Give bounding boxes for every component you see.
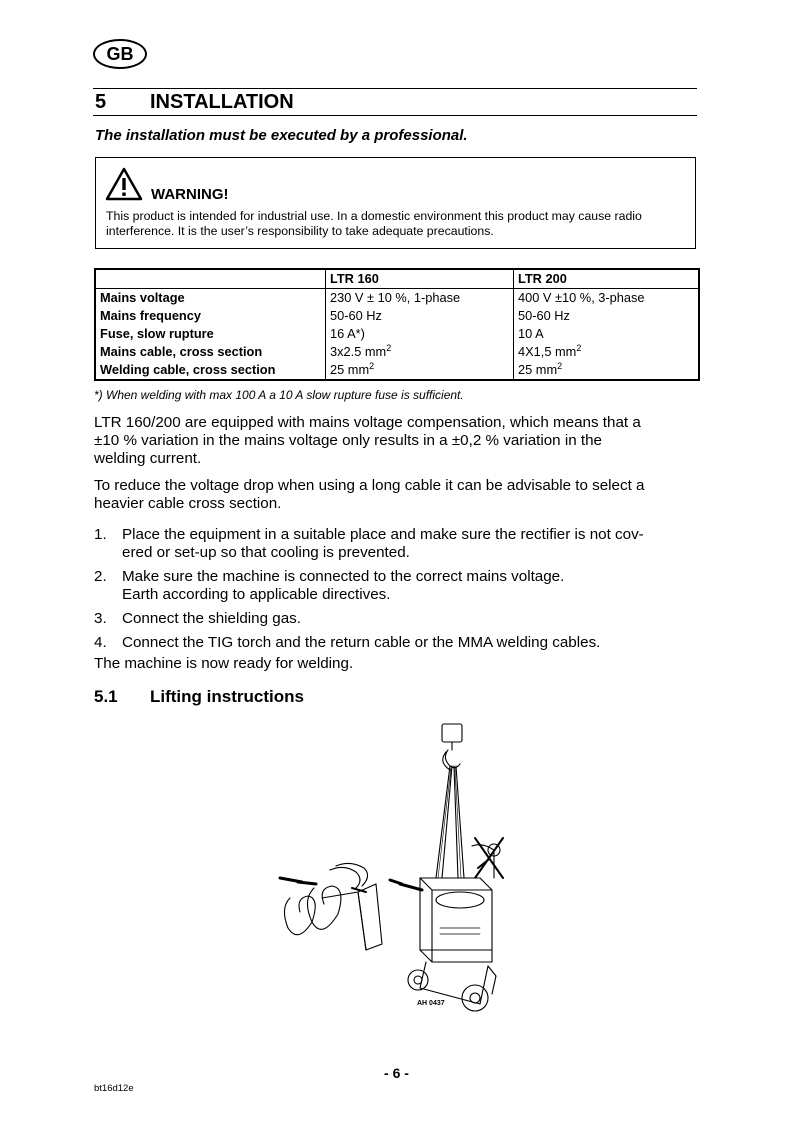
value-text: 4X1,5 mm xyxy=(518,344,577,359)
section-rule-bottom xyxy=(93,115,697,116)
subsection-title: Lifting instructions xyxy=(150,687,304,706)
paragraph-compensation xyxy=(94,414,704,468)
section-rule-top xyxy=(93,88,697,89)
step-line: Connect the shielding gas. xyxy=(122,610,301,627)
row-label: Welding cable, cross section xyxy=(95,361,326,380)
value-text: 3x2.5 mm xyxy=(330,344,387,359)
paragraph-voltage-drop xyxy=(94,477,704,513)
document-code: bt16d12e xyxy=(94,1083,134,1094)
row-label: Mains cable, cross section xyxy=(95,343,326,361)
paragraph-line: To reduce the voltage drop when using a long cable it can be advisable to select a xyxy=(94,477,645,494)
paragraph-line: ±10 % variation in the mains voltage only results in a ±0,2 % variation in the xyxy=(94,432,603,449)
step-text xyxy=(122,568,704,604)
table-row xyxy=(95,325,699,343)
row-label: Fuse, slow rupture xyxy=(95,325,326,343)
row-ltr200-value xyxy=(514,343,700,361)
step-text xyxy=(122,634,704,652)
row-ltr160-value: 16 A*) xyxy=(326,325,514,343)
step-text xyxy=(122,610,704,628)
value-superscript: 2 xyxy=(557,361,563,371)
page-number: - 6 - xyxy=(384,1065,409,1081)
value-text: 25 mm xyxy=(330,362,370,377)
step-line: ered or set-up so that cooling is prevented. xyxy=(122,544,410,561)
paragraph-line: heavier cable cross section. xyxy=(94,495,282,512)
step-line: Connect the TIG torch and the return cable or the MMA welding cables. xyxy=(122,634,601,651)
row-ltr160-value: 230 V ± 10 %, 1-phase xyxy=(326,289,514,308)
table-row xyxy=(95,343,699,361)
table-header-ltr200: LTR 200 xyxy=(514,269,700,289)
table-row xyxy=(95,361,699,380)
step-number: 4. xyxy=(94,634,107,651)
value-superscript: 2 xyxy=(576,343,582,353)
illustration-label: AH 0437 xyxy=(417,1000,445,1007)
table-row xyxy=(95,289,699,308)
row-label: Mains voltage xyxy=(95,289,326,308)
row-ltr200-value xyxy=(514,361,700,380)
warning-line-1: This product is intended for industrial use. In a domestic environment this product may cause radio xyxy=(106,209,642,223)
warning-triangle-icon xyxy=(105,167,143,201)
lead-text: The installation must be executed by a professional. xyxy=(95,127,468,144)
table-footnote: *) When welding with max 100 A a 10 A slow rupture fuse is sufficient. xyxy=(94,388,464,402)
table-header-row xyxy=(95,269,699,289)
ready-text: The machine is now ready for welding. xyxy=(94,655,354,672)
row-ltr160-value: 50-60 Hz xyxy=(326,307,514,325)
row-ltr160-value xyxy=(326,343,514,361)
value-superscript: 2 xyxy=(386,343,392,353)
section-number: 5 xyxy=(95,91,107,113)
step-line: Earth according to applicable directives. xyxy=(122,586,391,603)
section-title: INSTALLATION xyxy=(150,91,294,113)
step-text xyxy=(122,526,704,562)
paragraph-line: welding current. xyxy=(94,450,202,467)
warning-line-2: interference. It is the user’s responsibility to take adequate precautions. xyxy=(106,224,494,238)
specifications-table xyxy=(94,268,700,381)
value-text: 25 mm xyxy=(518,362,558,377)
paragraph-line: LTR 160/200 are equipped with mains voltage compensation, which means that a xyxy=(94,414,641,431)
language-badge: GB xyxy=(93,39,147,69)
value-superscript: 2 xyxy=(369,361,375,371)
row-ltr160-value xyxy=(326,361,514,380)
step-line: Place the equipment in a suitable place and make sure the rectifier is not cov- xyxy=(122,526,644,543)
table-header-ltr160: LTR 160 xyxy=(326,269,514,289)
table-header-cell xyxy=(95,269,326,289)
lifting-illustration xyxy=(270,718,530,1018)
row-ltr200-value: 400 V ±10 %, 3-phase xyxy=(514,289,700,308)
row-ltr200-value: 10 A xyxy=(514,325,700,343)
warning-title: WARNING! xyxy=(151,186,229,203)
step-number: 2. xyxy=(94,568,107,585)
row-label: Mains frequency xyxy=(95,307,326,325)
subsection-number: 5.1 xyxy=(94,687,118,706)
step-number: 3. xyxy=(94,610,107,627)
table-row xyxy=(95,307,699,325)
row-ltr200-value: 50-60 Hz xyxy=(514,307,700,325)
step-number: 1. xyxy=(94,526,107,543)
step-line: Make sure the machine is connected to the correct mains voltage. xyxy=(122,568,565,585)
warning-text xyxy=(106,209,696,239)
